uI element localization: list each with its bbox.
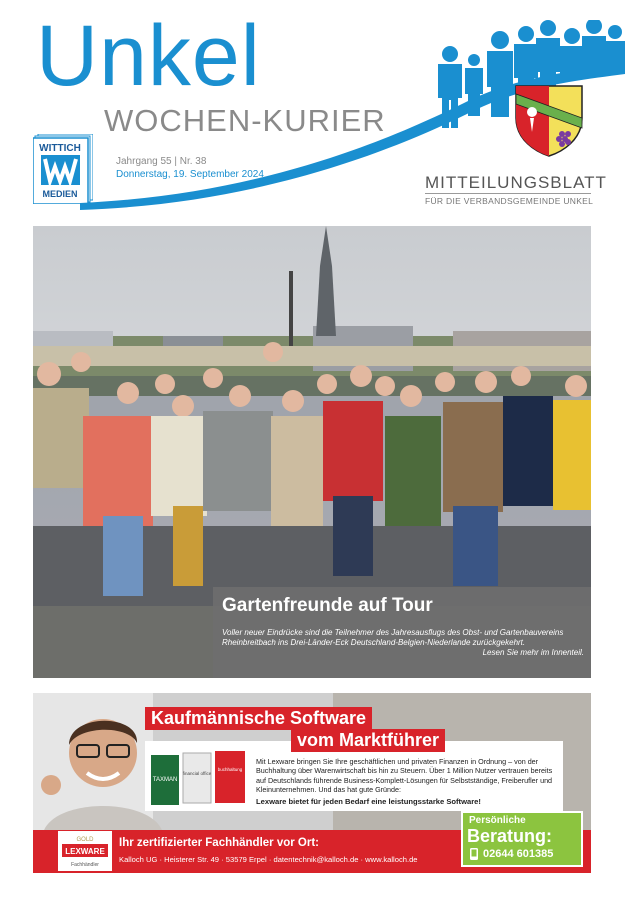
svg-text:GOLD: GOLD: [76, 837, 94, 843]
feature-body: [222, 628, 584, 658]
lexware-partner-badge: [58, 831, 112, 871]
publisher-logo-bottom: MEDIEN: [42, 189, 78, 199]
bulletin-subtitle: FÜR DIE VERBANDSGEMEINDE UNKEL: [425, 196, 594, 206]
lexware-advertisement: [33, 693, 591, 873]
ad-dealer-title: Ihr zertifizierter Fachhändler vor Ort:: [119, 837, 320, 849]
phone-icon: [469, 848, 479, 860]
software-boxes-icon: [149, 751, 249, 807]
feature-headline: Gartenfreunde auf Tour: [222, 595, 433, 616]
consultation-label: Persönliche: [469, 815, 526, 826]
issue-number: Jahrgang 55 | Nr. 38: [116, 156, 207, 167]
masthead-subtitle: WOCHEN-KURIER: [104, 103, 386, 138]
ad-tagline: Lexware bietet für jeden Bedarf eine leistungsstarke Software!: [256, 797, 481, 806]
group-of-people: [33, 342, 591, 606]
svg-text:TAXMAN: TAXMAN: [152, 777, 178, 783]
svg-text:buchhaltung: buchhaltung: [217, 767, 243, 772]
svg-text:Fachhändler: Fachhändler: [71, 862, 99, 868]
feature-read-more: Lesen Sie mehr im Innenteil.: [482, 648, 584, 657]
ad-body-text: Mit Lexware bringen Sie Ihre geschäftlichen und privaten Finanzen in Ordnung – von der Buchhaltung über Warenwirtschaft bis hin zu Steuern. Über 1 Million Nutzer vertrauen bereits auf Deutschlands führende Business-Komplett-Lösungen für Selbstständige, Freiberufler und Kleinunternehmen. Und das hat gute Gründe:: [256, 757, 553, 794]
bulletin-divider: [425, 193, 591, 194]
issue-date: Donnerstag, 19. September 2024: [116, 169, 264, 180]
publisher-logo-top: WITTICH: [39, 143, 81, 154]
bulletin-title: MITTEILUNGSBLATT: [425, 173, 607, 192]
masthead-title: Unkel: [36, 8, 261, 104]
phone-number: 02644 601385: [483, 848, 554, 860]
coat-of-arms-icon: [512, 82, 586, 158]
feature-text: Voller neuer Eindrücke sind die Teilnehmer des Jahresausflugs des Obst- und Gartenbauvereins Rheinbreitbach ins Drei-Länder-Eck Deutschland-Belgien-Niederlande zurückgekehrt.: [222, 628, 564, 647]
svg-text:financial office: financial office: [182, 771, 212, 776]
consultation-title: Beratung:: [467, 826, 552, 846]
svg-text:LEXWARE: LEXWARE: [65, 847, 105, 856]
ad-headline-1: Kaufmännische Software: [145, 707, 372, 730]
ad-dealer-address: Kalloch UG · Heisterer Str. 49 · 53579 Erpel · datentechnik@kalloch.de · www.kalloch.de: [119, 855, 418, 864]
ad-headline-2: vom Marktführer: [291, 729, 445, 752]
